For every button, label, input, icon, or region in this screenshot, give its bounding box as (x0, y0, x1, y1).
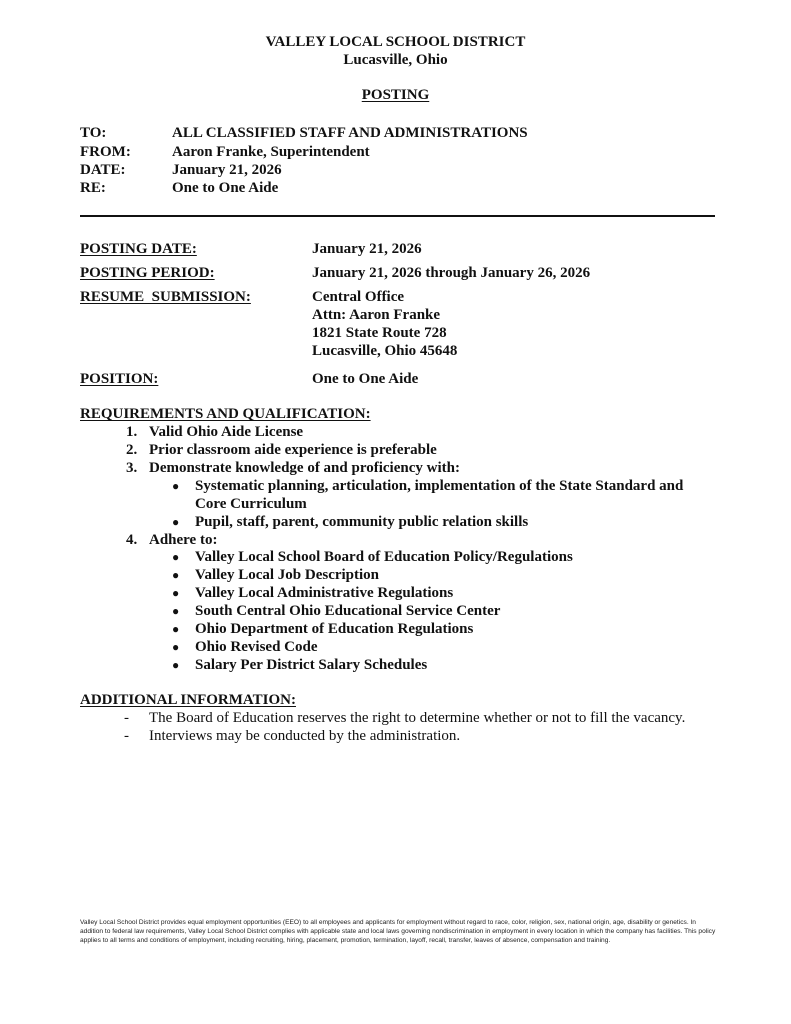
requirement-number: 3. (126, 460, 138, 476)
proficiency-item: Systematic planning, articulation, implementation of the State Standard and (195, 478, 684, 494)
bullet-icon: ● (172, 640, 180, 654)
additional-info-item: The Board of Education reserves the right to determine whether or not to fill the vacancy. (149, 710, 686, 726)
proficiency-item: Pupil, staff, parent, community public relation skills (195, 514, 529, 530)
requirement-text: Demonstrate knowledge of and proficiency with: (149, 460, 460, 476)
requirement-text: Adhere to: (149, 532, 218, 548)
memo-re-value: One to One Aide (172, 180, 279, 196)
requirement-number: 2. (126, 442, 138, 458)
memo-from-value: Aaron Franke, Superintendent (172, 144, 370, 160)
memo-date-value: January 21, 2026 (172, 162, 282, 178)
posting-period-value: January 21, 2026 through January 26, 2026 (312, 265, 591, 281)
resume-address-line-1: Central Office (312, 289, 405, 305)
resume-address-line-2: Attn: Aaron Franke (312, 307, 441, 323)
adhere-item: Valley Local Administrative Regulations (195, 585, 454, 601)
eeo-statement: Valley Local School District provides equal employment opportunities (EEO) to all employees and applicants for employment without regard to race, color, religion, sex, national origin, age, disability or genetics. In addition to federal law requirements, Valley Local School District complies with applicable state and local laws governing nondiscrimination in employment in every location in which the company has facilities. This policy applies to all terms and conditions of employment, including recruiting, hiring, placement, promotion, termination, layoff, recall, transfer, leaves of absence, compensation and training. (80, 919, 716, 944)
district-title: VALLEY LOCAL SCHOOL DISTRICT (265, 34, 526, 50)
memo-to-label: TO: (80, 125, 107, 141)
dash-icon: - (124, 728, 129, 744)
requirement-text: Valid Ohio Aide License (149, 424, 304, 440)
bullet-icon: ● (172, 479, 180, 493)
memo-re-label: RE: (80, 180, 106, 196)
adhere-item: Salary Per District Salary Schedules (195, 657, 428, 673)
adhere-item: Ohio Department of Education Regulations (195, 621, 474, 637)
requirements-heading: REQUIREMENTS AND QUALIFICATION: (80, 406, 371, 422)
bullet-icon: ● (172, 604, 180, 618)
position-value: One to One Aide (312, 371, 419, 387)
requirement-number: 4. (126, 532, 138, 548)
bullet-icon: ● (172, 550, 180, 564)
adhere-item: Ohio Revised Code (195, 639, 318, 655)
adhere-item: South Central Ohio Educational Service Center (195, 603, 501, 619)
posting-date-value: January 21, 2026 (312, 241, 422, 257)
additional-info-heading: ADDITIONAL INFORMATION: (80, 692, 296, 708)
posting-heading: POSTING (361, 87, 430, 103)
bullet-icon: ● (172, 568, 180, 582)
posting-date-label: POSTING DATE: (80, 241, 197, 257)
additional-info-item: Interviews may be conducted by the administration. (149, 728, 461, 744)
resume-submission-label: RESUME SUBMISSION: (80, 289, 251, 305)
dash-icon: - (124, 710, 129, 726)
header-divider (80, 215, 715, 217)
bullet-icon: ● (172, 586, 180, 600)
proficiency-item-continued: Core Curriculum (195, 496, 307, 512)
adhere-item: Valley Local Job Description (195, 567, 380, 583)
requirement-number: 1. (126, 424, 138, 440)
memo-from-label: FROM: (80, 144, 131, 160)
memo-to-value: ALL CLASSIFIED STAFF AND ADMINISTRATIONS (172, 125, 528, 141)
adhere-item: Valley Local School Board of Education Policy/Regulations (195, 549, 573, 565)
position-label: POSITION: (80, 371, 159, 387)
bullet-icon: ● (172, 622, 180, 636)
resume-address-line-4: Lucasville, Ohio 45648 (312, 343, 458, 359)
requirement-text: Prior classroom aide experience is preferable (149, 442, 437, 458)
bullet-icon: ● (172, 515, 180, 529)
posting-period-label: POSTING PERIOD: (80, 265, 215, 281)
memo-date-label: DATE: (80, 162, 126, 178)
bullet-icon: ● (172, 658, 180, 672)
district-location: Lucasville, Ohio (343, 52, 448, 68)
resume-address-line-3: 1821 State Route 728 (312, 325, 447, 341)
